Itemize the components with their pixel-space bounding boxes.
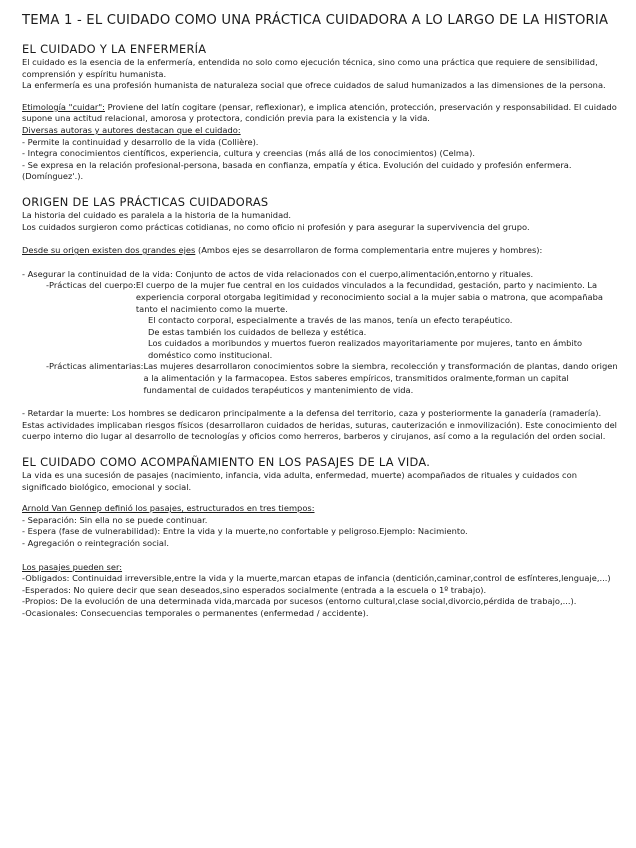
paragraph: La enfermería es una profesión humanista de naturaleza social que ofrece cuidados de salud humanizados a las dimensiones de la persona. xyxy=(22,80,606,91)
section-heading-acompanamiento: EL CUIDADO COMO ACOMPAÑAMIENTO EN LOS PASAJES DE LA VIDA. xyxy=(22,455,431,470)
etymology-paragraph xyxy=(22,102,620,125)
paragraph: Los cuidados surgieron como prácticas cotidianas, no como oficio ni profesión y para asegurar la supervivencia del grupo. xyxy=(22,221,530,232)
gennep-label: Arnold Van Gennep definió los pasajes, estructurados en tres tiempos: xyxy=(22,503,315,514)
list-item: - Agregación o reintegración social. xyxy=(22,538,169,548)
food-practices-item xyxy=(22,361,620,396)
etymology-label: Etimología "cuidar": xyxy=(22,101,105,112)
axes-label: Desde su origen existen dos grandes ejes xyxy=(22,245,196,256)
list-item: De estas también los cuidados de belleza y estética. xyxy=(148,326,367,337)
section-heading-origen: ORIGEN DE LAS PRÁCTICAS CUIDADORAS xyxy=(22,194,269,209)
body-practices-text: El cuerpo de la mujer fue central en los cuidados vinculados a la fecundidad, gestación, parto y nacimiento. La experiencia corporal otorgaba legitimidad y reconocimiento social a la mujer sabia o matrona, que acompañaba tanto el nacimiento como la muerte. xyxy=(135,280,603,314)
list-item: - Asegurar la continuidad de la vida: Conjunto de actos de vida relacionados con el cuerpo,alimentación,entorno y rituales. xyxy=(22,268,534,279)
list-item: - Permite la continuidad y desarrollo de la vida (Collière). xyxy=(22,136,259,147)
paragraph: La vida es una sucesión de pasajes (nacimiento, infancia, vida adulta, enfermedad, muerte) acompañados de rituales y cuidados con significado biológico, emocional y social. xyxy=(22,470,577,492)
paragraph: La historia del cuidado es paralela a la historia de la humanidad. xyxy=(22,209,292,220)
list-item: -Propios: De la evolución de una determinada vida,marcada por sucesos (entorno cultural,clase social,divorcio,pérdida de trabajo,...). xyxy=(22,596,577,607)
body-practices-item xyxy=(22,280,620,315)
list-item: - Espera (fase de vulnerabilidad): Entre la vida y la muerte,no confortable y peligroso.Ejemplo: Nacimiento. xyxy=(22,526,468,537)
body-practices-label: -Prácticas del cuerpo: xyxy=(46,280,136,291)
list-item: -Ocasionales: Consecuencias temporales o permanentes (enfermedad / accidente). xyxy=(22,607,369,618)
paragraph: El cuidado es la esencia de la enfermería, entendida no solo como ejecución técnica, sino como una práctica que requiere de sensibilidad, comprensión y espíritu humanista. xyxy=(22,57,598,79)
food-practices-label: -Prácticas alimentarias: xyxy=(46,361,144,372)
axes-paragraph xyxy=(22,245,620,257)
axes-text: (Ambos ejes se desarrollaron de forma complementaria entre mujeres y hombres): xyxy=(195,245,543,256)
list-item: - Integra conocimientos científicos, experiencia, cultura y creencias (más allá de los conocimientos) (Celma). xyxy=(22,148,475,159)
list-item: El contacto corporal, especialmente a través de las manos, tenía un efecto terapéutico. xyxy=(148,315,513,326)
list-item: - Separación: Sin ella no se puede continuar. xyxy=(22,514,208,525)
passages-label: Los pasajes pueden ser: xyxy=(22,561,123,572)
list-item: - Se expresa en la relación profesional-persona, basada en confianza, empatía y ética. Evolución del cuidado y profesión enfermera. (Domínguez'.). xyxy=(22,159,572,182)
list-item: -Esperados: No quiere decir que sean deseados,sino esperados socialmente (entrada a la escuela o 1º trabajo). xyxy=(22,584,487,595)
food-practices-text: Las mujeres desarrollaron conocimientos sobre la siembra, recolección y transformación de plantas, dando origen a la alimentación y la farmacopea. Estos saberes empíricos, transmitidos oralmente,forman un capital fundamental de cuidados terapéuticos y mantenimiento de vida. xyxy=(143,361,618,395)
list-item: Los cuidados a moribundos y muertos fueron realizados mayoritariamente por mujeres, tanto en ámbito doméstico como institucional. xyxy=(148,338,583,360)
section-heading-cuidado-enfermeria: EL CUIDADO Y LA ENFERMERÍA xyxy=(22,42,207,56)
list-item: -Obligados: Continuidad irreversible,entre la vida y la muerte,marcan etapas de infancia (dentición,caminar,control de esfínteres,lenguaje,...) xyxy=(22,573,611,584)
document-title: TEMA 1 - EL CUIDADO COMO UNA PRÁCTICA CUIDADORA A LO LARGO DE LA HISTORIA xyxy=(22,13,609,28)
list-item: - Retardar la muerte: Los hombres se dedicaron principalmente a la defensa del territorio, caza y posteriormente la ganadería (ramadería). Estas actividades implicaban riesgos físicos (desarrollaron cuidados de heridas, suturas, cauterización e inmovilización). Este conocimiento del cuerpo interno dio lugar al desarrollo de tecnologías y oficios como herreros, barberos y cirujanos, así como a la regulación del orden social. xyxy=(22,408,617,442)
authors-label: Diversas autoras y autores destacan que el cuidado: xyxy=(22,124,241,135)
etymology-text: Proviene del latín cogitare (pensar, reflexionar), e implica atención, protección, preservación y responsabilidad. El cuidado supone una actitud relacional, amorosa y protectora, condición previa para la existencia y la vida. xyxy=(22,101,617,124)
